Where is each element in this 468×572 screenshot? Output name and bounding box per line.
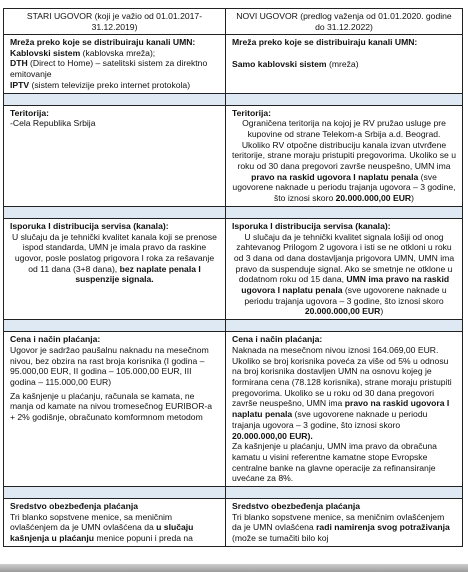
row-isporuka [4, 218, 463, 319]
mreza-old-line1 [10, 48, 219, 59]
teritorija-p2-bold: pravo na raskid ugovora I naplatu penala [251, 171, 419, 182]
cena-old-p2: Za kašnjenje u plaćanju, računala se kamata, ne manja od kamate na nivou tromesečnog EURIBOR-a + 2% godišnje, obračunato komformnom metodom [10, 390, 213, 423]
cena-old-title: Cena i način plaćanja: [10, 334, 101, 345]
separator-cell [226, 487, 463, 499]
sredstvo-old-text [10, 512, 219, 544]
cena-new-amount: 20.000.000,00 EUR). [232, 430, 313, 441]
sredstvo-old-a: Tri blanko sopstvene menice, sa meničnim ovlašćenjem da je UMN ovlašćena da [10, 511, 173, 533]
teritorija-new-title: Teritorija: [232, 107, 271, 118]
isporuka-new-e: ) [380, 306, 384, 317]
teritorija-p2-a: Ukoliko RV otpočne distribuciju kanala izvan utvrđene teritorije, strane moraju pristupiti pregovorima. Ukoliko se u roku od 30 dana pregovori završe neuspešno, UMN ima [232, 139, 457, 172]
isporuka-new-bold: UMN ima pravo na raskid ugovora I naplatu penala [241, 274, 450, 296]
cell-sredstvo-new [226, 499, 463, 547]
sredstvo-new-title: Sredstvo obezbeđenja plaćanja [232, 501, 360, 512]
cena-old-p1: Ugovor je sadržao paušalnu naknadu na mesečnom nivou, bez obzira na rast broja korisnika (I godina – 95.000,00 EUR, II godina – 105.000,00 EUR, III godina – 115.000,00 EUR) [10, 344, 209, 387]
mreza-old-line2-rest: (Direct to Home) – satelitski sistem za direktno emitovanje [10, 58, 208, 80]
sredstvo-new-c: (može se tumačiti bilo koj [232, 533, 329, 544]
sredstvo-old-c: menice popuni i preda na [94, 533, 193, 544]
header-old-contract: STARI UGOVOR (koji je važio od 01.01.2017-31.12.2019) [4, 9, 226, 35]
comparison-table [3, 8, 463, 547]
cell-teritorija-new [226, 105, 463, 206]
teritorija-p2-e: ) [411, 193, 414, 204]
cell-cena-new [226, 332, 463, 487]
row-mreza [4, 35, 463, 94]
isporuka-new-c: (sve ugovorene naknade u periodu trajanja ugovora – 3 godine, što iznosi skoro [244, 285, 447, 306]
cell-teritorija-old [4, 105, 226, 206]
isporuka-new-amount: 20.000.000,00 EUR [304, 306, 381, 317]
isporuka-old-title: Isporuka I distribucija servisa (kanala): [10, 220, 169, 231]
sredstvo-old-bold: u slučaju kašnjenja u plaćanju [10, 522, 194, 544]
mreza-new-line1-rest: (mreža) [326, 58, 359, 69]
cena-new-bold: pravo na raskid ugovora I naplatu penala [232, 398, 450, 420]
isporuka-new-title: Isporuka I distribucija servisa (kanala): [232, 220, 391, 231]
isporuka-old-a: U slučaju da je tehnički kvalitet kanala koji se prenose ispod standarda, UMN je imala pravo da raskine ugovor, posle poslatog prigovora I roka za rešavanje od 11 dana (3+8 dana), [12, 231, 217, 274]
row-teritorija [4, 105, 463, 206]
separator-row [4, 487, 463, 499]
separator-cell [4, 206, 226, 218]
mreza-old-line3 [10, 80, 219, 91]
cell-isporuka-new [226, 218, 463, 319]
mreza-new-title: Mreža preko koje se distribuiraju kanali UMN: [232, 37, 418, 47]
header-row [4, 9, 463, 35]
separator-cell [4, 320, 226, 332]
separator-cell [226, 320, 463, 332]
isporuka-old-text [10, 232, 219, 286]
separator-cell [4, 487, 226, 499]
teritorija-p2-c: (sve ugovorene naknade u periodu trajanja ugovora – 3 godine, što iznosi skoro [232, 171, 456, 204]
sredstvo-new-bold: radi namirenja svog potraživanja [316, 522, 450, 533]
cell-cena-old [4, 332, 226, 487]
sredstvo-old-title: Sredstvo obezbeđenja plaćanja [10, 501, 138, 512]
teritorija-p2-amount: 20.000.000,00 EUR [335, 193, 412, 204]
cell-mreza-old [4, 35, 226, 94]
isporuka-new-a: U slučaju da je tehnički kvalitet signala lošiji od onog zahtevanog Prilogom 2 ugovora i isti se ne otkloni u roku od 3 dana od dana dostavljanja prigovora UMN, UMN ima pravo da suspenduje signal. Ako se smetnje ne otklone u dodatnom roku od 15 dana, [233, 231, 455, 285]
mreza-old-line1-bold: Kablovski sistem [10, 47, 81, 58]
mreza-old-line3-rest: (sistem televizije preko internet protokola) [29, 79, 191, 90]
cell-isporuka-old [4, 218, 226, 319]
mreza-old-line2 [10, 58, 219, 79]
mreza-new-line1-bold: Samo kablovski sistem [232, 58, 327, 69]
separator-row [4, 93, 463, 105]
separator-cell [226, 93, 463, 105]
mreza-old-line2-bold: DTH [10, 58, 28, 69]
cena-new-c: (sve ugovorene naknade u periodu trajanja ugovora – 3 godine, što iznosi skoro [232, 409, 428, 430]
row-cena [4, 332, 463, 487]
isporuka-old-bold: bez naplate penala I suspenzije signala. [75, 263, 201, 285]
mreza-new-line1 [232, 59, 456, 70]
teritorija-new-p1: Ograničena teritorija na kojoj je RV pružao usluge pre kupovine od strane Telekom-a Srbija a.d. Beograd. [242, 118, 446, 139]
teritorija-new-p2 [232, 140, 456, 204]
cell-sredstvo-old [4, 499, 226, 547]
cena-new-title: Cena i način plaćanja: [232, 334, 323, 345]
header-new-contract: NOVI UGOVOR (predlog važenja od 01.01.2020. godine do 31.12.2022) [226, 9, 463, 35]
isporuka-new-text [232, 232, 456, 318]
teritorija-old-title: Teritorija: [10, 107, 49, 118]
separator-cell [4, 93, 226, 105]
bottom-edge-shadow [0, 564, 468, 572]
row-sredstvo [4, 499, 463, 547]
sredstvo-new-text [232, 512, 456, 544]
cell-mreza-new [226, 35, 463, 94]
cena-new-p1 [232, 345, 456, 441]
cena-new-a: Naknada na mesečnom nivou iznosi 164.069,00 EUR. Ukoliko se broj korisnika poveća za više od 5% u odnosu na broj korisnika dostavljen UMN na osnovu kojeg je formirana cena (78.128 korisnika), strane moraju pristupiti pregovorima. Ukoliko se u roku od 30 dana pregovori završe neuspešno, UMN ima [232, 344, 452, 409]
cena-new-p2: Za kašnjenje u plaćanju, UMN ima pravo da obračuna kamatu u visini referentne kamatne stope Evropske centralne banke na glavne operacije za refinansiranje uvećane za 8%. [232, 441, 437, 484]
mreza-old-title: Mreža preko koje se distribuiraju kanali UMN: [10, 37, 196, 47]
sredstvo-new-a: Tri blanko sopstvene menice, sa meničnim ovlašćenjem da je UMN ovlašćena [232, 511, 445, 533]
mreza-old-line1-rest: (kablovska mreža); [80, 47, 156, 58]
separator-cell [226, 206, 463, 218]
mreza-old-line3-bold: IPTV [10, 79, 30, 90]
separator-row [4, 206, 463, 218]
separator-row [4, 320, 463, 332]
teritorija-old-text: -Cela Republika Srbija [10, 118, 96, 129]
